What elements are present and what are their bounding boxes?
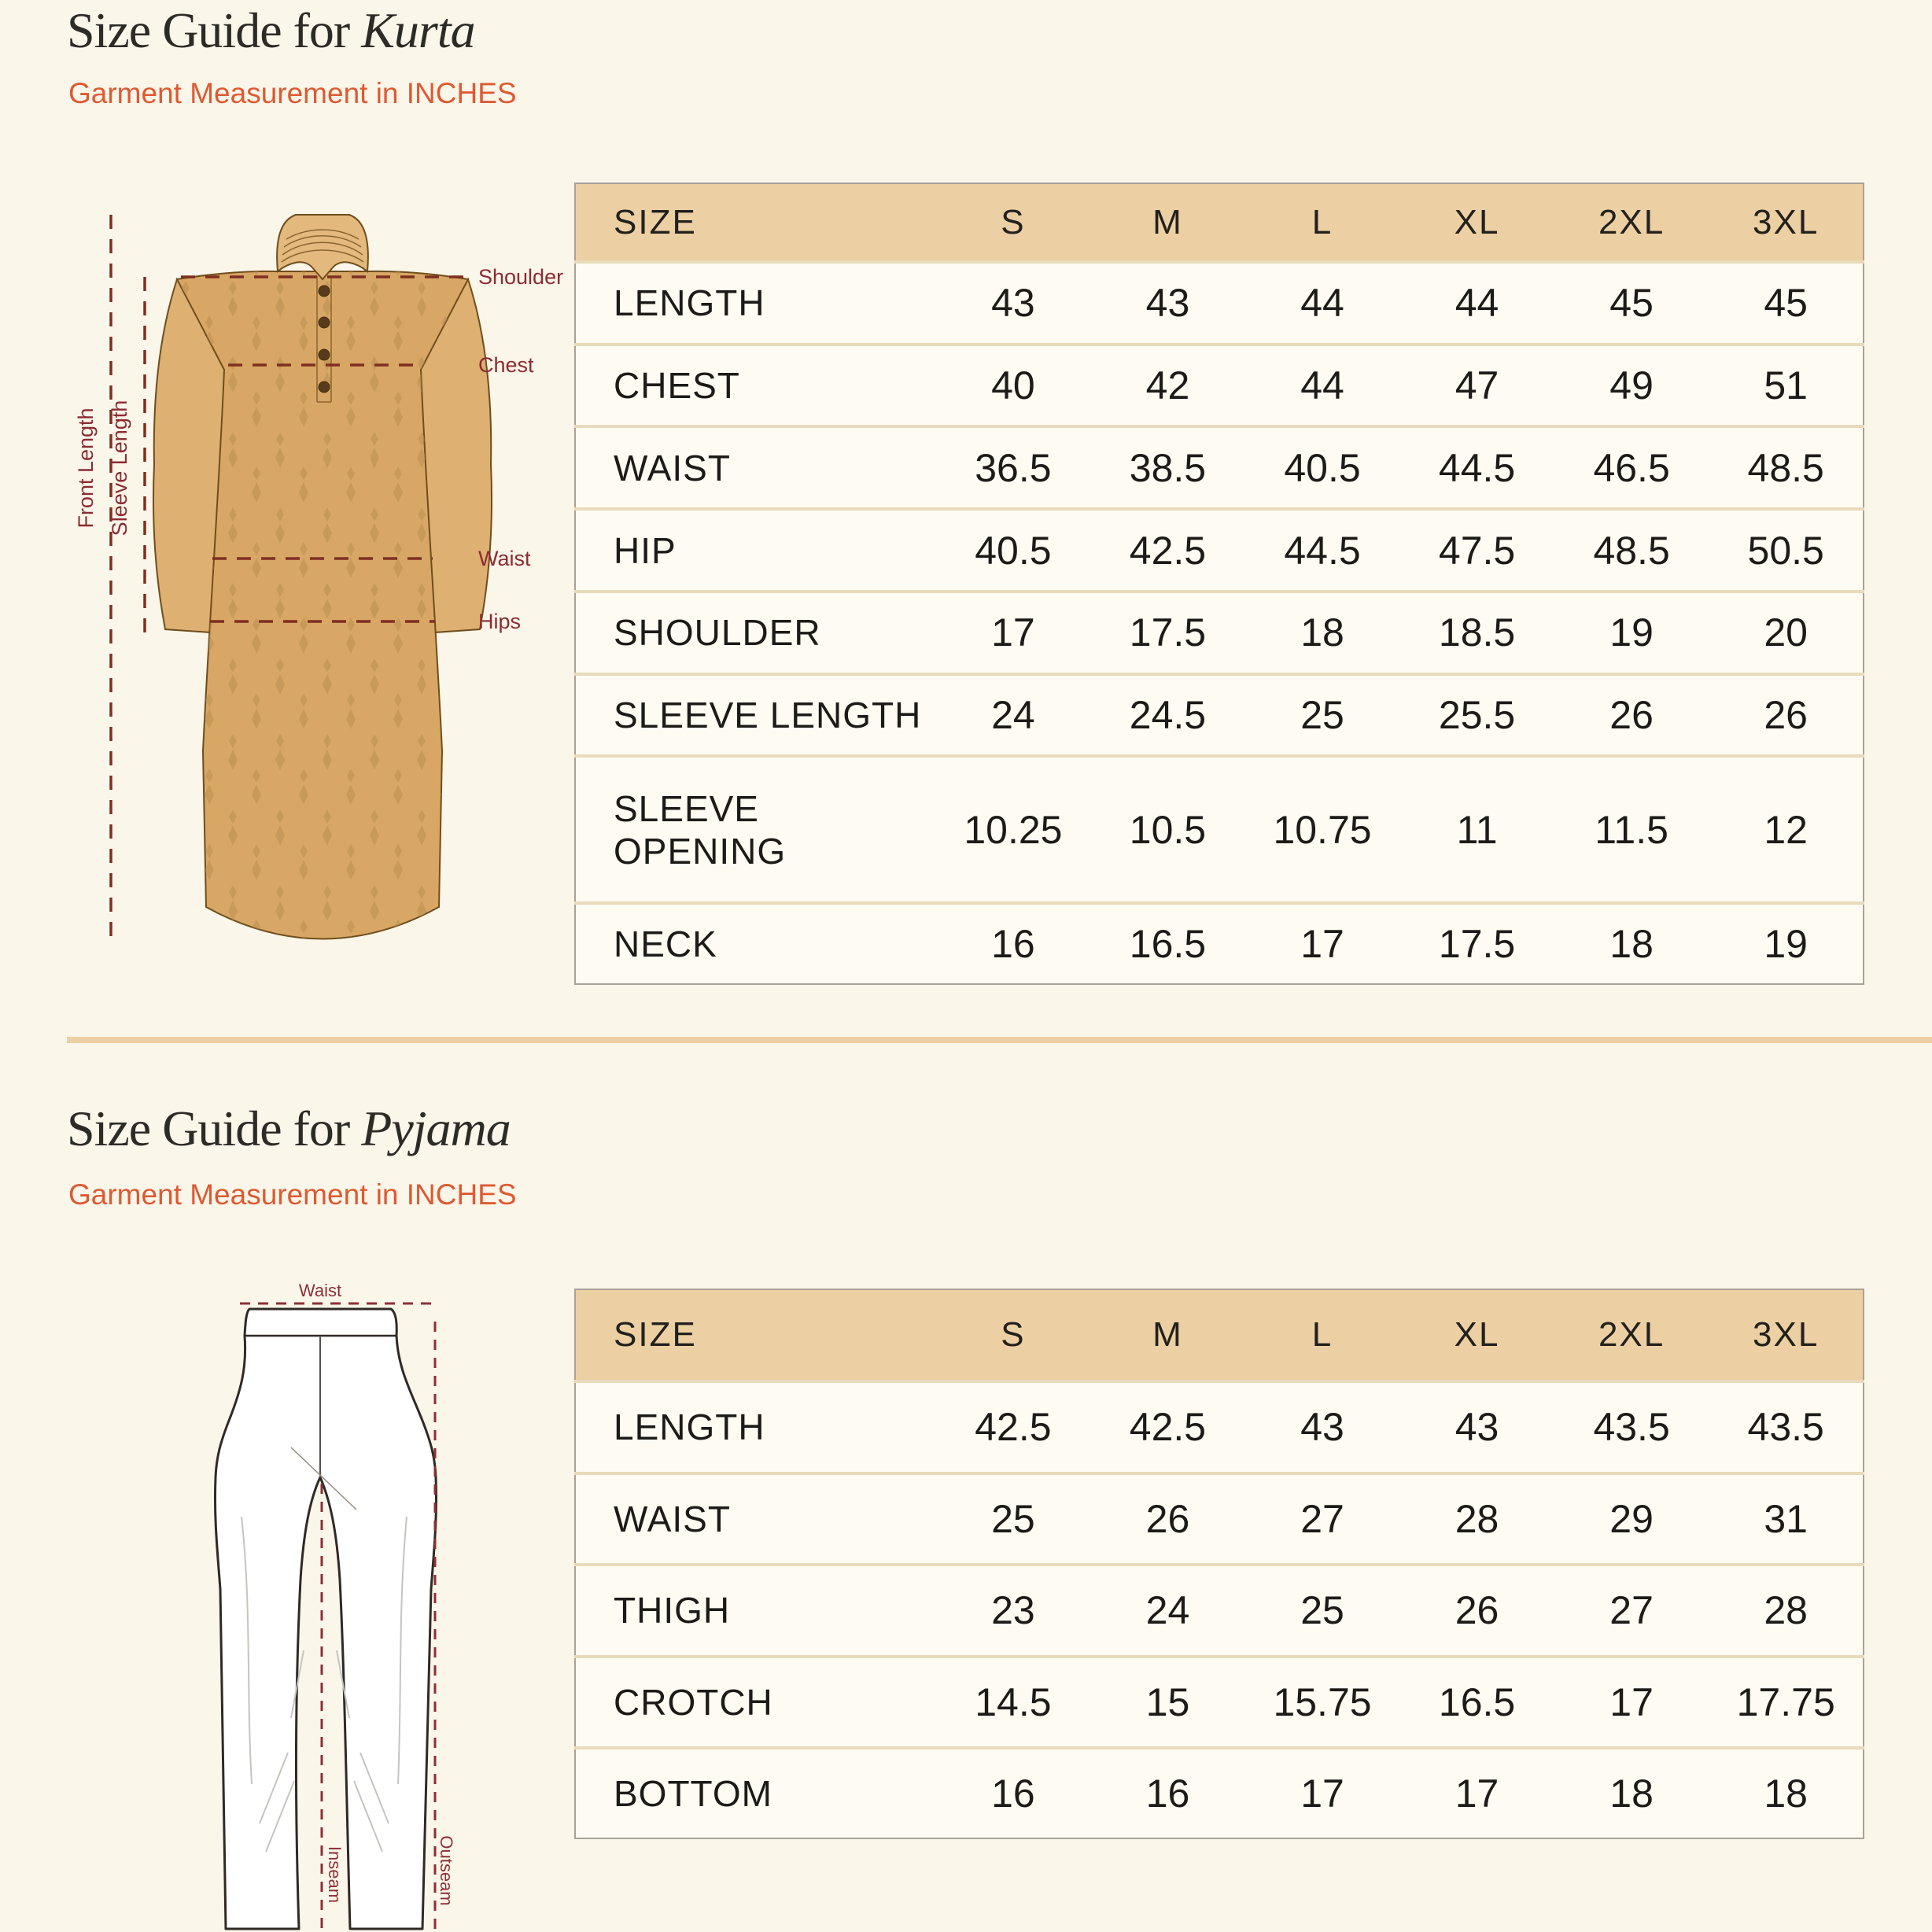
measurement-value: 50.5 <box>1709 509 1864 592</box>
measurement-label: HIP <box>575 509 936 592</box>
measurement-value: 26 <box>1709 674 1864 757</box>
measurement-value: 48.5 <box>1554 509 1709 592</box>
measurement-value: 28 <box>1709 1565 1864 1657</box>
measurement-value: 18.5 <box>1399 592 1554 674</box>
column-header: 3XL <box>1709 183 1864 262</box>
measurement-value: 16 <box>936 1748 1091 1838</box>
measurement-value: 43 <box>1245 1381 1400 1473</box>
column-header: M <box>1090 1289 1245 1381</box>
measurement-value: 24 <box>936 674 1091 757</box>
measurement-value: 44 <box>1245 262 1400 345</box>
measurement-value: 44.5 <box>1245 509 1400 592</box>
header-row <box>575 1289 1864 1381</box>
measurement-value: 43 <box>1090 262 1245 345</box>
column-header: L <box>1245 1289 1400 1381</box>
measurement-value: 26 <box>1554 674 1709 757</box>
pyjama-section-title <box>67 1100 511 1158</box>
measurement-value: 10.5 <box>1090 756 1245 903</box>
column-header: S <box>936 183 1091 262</box>
measurement-value: 15 <box>1090 1657 1245 1749</box>
pyjama-title-prefix: Size Guide for <box>67 1101 362 1156</box>
measurement-label: CHEST <box>575 345 936 427</box>
measurement-value: 17 <box>1399 1748 1554 1838</box>
measurement-value: 51 <box>1709 345 1864 427</box>
measurement-value: 18 <box>1245 592 1400 674</box>
measurement-value: 40.5 <box>936 509 1091 592</box>
measurement-value: 31 <box>1709 1473 1864 1565</box>
size-column-header: SIZE <box>575 1289 936 1381</box>
measurement-label: BOTTOM <box>575 1748 936 1838</box>
kurta-section-title <box>67 2 475 60</box>
front-length-label: Front Length <box>74 407 98 529</box>
measurement-value: 26 <box>1090 1473 1245 1565</box>
column-header: XL <box>1399 1289 1554 1381</box>
measurement-value: 17.5 <box>1399 903 1554 984</box>
kurta-title-garment: Kurta <box>361 2 475 58</box>
measurement-value: 45 <box>1554 262 1709 345</box>
measurement-value: 47 <box>1399 345 1554 427</box>
measurement-value: 11 <box>1399 756 1554 903</box>
measurement-value: 42.5 <box>936 1381 1091 1473</box>
measurement-value: 16.5 <box>1090 903 1245 984</box>
pyjama-size-table <box>574 1289 1864 1839</box>
measurement-label: SLEEVE LENGTH <box>575 674 936 757</box>
measurement-row <box>575 903 1864 984</box>
measurement-value: 27 <box>1245 1473 1400 1565</box>
measurement-value: 17 <box>1245 1748 1400 1838</box>
pyjama-title-garment: Pyjama <box>361 1101 511 1156</box>
measurement-row <box>575 1473 1864 1565</box>
measurement-label: WAIST <box>575 426 936 509</box>
measurement-value: 17 <box>1554 1657 1709 1749</box>
measurement-label: SLEEVE OPENING <box>575 756 936 903</box>
measurement-value: 23 <box>936 1565 1091 1657</box>
measurement-value: 11.5 <box>1554 756 1709 903</box>
header-row <box>575 183 1864 262</box>
kurta-collar <box>277 215 368 279</box>
pyjama-size <box>574 1289 1864 1839</box>
measurement-value: 44 <box>1399 262 1554 345</box>
measurement-row <box>575 1381 1864 1473</box>
measurement-row <box>575 509 1864 592</box>
measurement-label: LENGTH <box>575 262 936 345</box>
measurement-value: 49 <box>1554 345 1709 427</box>
measurement-label: SHOULDER <box>575 592 936 674</box>
measurement-row <box>575 674 1864 757</box>
measurement-row <box>575 1748 1864 1838</box>
measurement-value: 43 <box>936 262 1091 345</box>
measurement-value: 17 <box>1245 903 1400 984</box>
measurement-value: 10.75 <box>1245 756 1400 903</box>
measurement-value: 16.5 <box>1399 1657 1554 1749</box>
measurement-value: 16 <box>936 903 1091 984</box>
measurement-value: 36.5 <box>936 426 1091 509</box>
measurement-value: 40 <box>936 345 1091 427</box>
measurement-value: 43.5 <box>1554 1381 1709 1473</box>
kurta-illustration <box>63 201 598 979</box>
measurement-label: CROTCH <box>575 1657 936 1749</box>
measurement-row <box>575 756 1864 903</box>
kurta-size-table <box>574 183 1864 985</box>
measurement-value: 25 <box>936 1473 1091 1565</box>
measurement-value: 20 <box>1709 592 1864 674</box>
measurement-value: 28 <box>1399 1473 1554 1565</box>
measurement-value: 44 <box>1245 345 1400 427</box>
measurement-value: 43 <box>1399 1381 1554 1473</box>
measurement-value: 18 <box>1709 1748 1864 1838</box>
measurement-value: 19 <box>1554 592 1709 674</box>
measurement-value: 16 <box>1090 1748 1245 1838</box>
measurement-value: 14.5 <box>936 1657 1091 1749</box>
outseam-label: Outseam <box>437 1835 456 1906</box>
section-divider <box>67 1037 1932 1043</box>
measurement-value: 24.5 <box>1090 674 1245 757</box>
measurement-value: 46.5 <box>1554 426 1709 509</box>
measurement-value: 25 <box>1245 1565 1400 1657</box>
kurta-size <box>574 183 1864 985</box>
kurta-section-subtitle: Garment Measurement in INCHES <box>68 77 517 109</box>
measurement-row <box>575 1565 1864 1657</box>
measurement-value: 17.75 <box>1709 1657 1864 1749</box>
measurement-value: 25 <box>1245 674 1400 757</box>
column-header: 3XL <box>1709 1289 1864 1381</box>
measurement-row <box>575 1657 1864 1749</box>
measurement-value: 43.5 <box>1709 1381 1864 1473</box>
measurement-value: 29 <box>1554 1473 1709 1565</box>
measurement-value: 42.5 <box>1090 1381 1245 1473</box>
measurement-label: THIGH <box>575 1565 936 1657</box>
measurement-value: 24 <box>1090 1565 1245 1657</box>
pyjama-illustration <box>134 1281 543 1932</box>
measurement-value: 26 <box>1399 1565 1554 1657</box>
sleeve-length-label: Sleeve Length <box>108 400 131 536</box>
column-header: 2XL <box>1554 1289 1709 1381</box>
column-header: 2XL <box>1554 183 1709 262</box>
pyjama-waist-label: Waist <box>298 1281 342 1300</box>
hips-label: Hips <box>478 610 522 633</box>
measurement-value: 17 <box>936 592 1091 674</box>
measurement-value: 12 <box>1709 756 1864 903</box>
measurement-row <box>575 426 1864 509</box>
measurement-value: 44.5 <box>1399 426 1554 509</box>
measurement-value: 17.5 <box>1090 592 1245 674</box>
chest-label: Chest <box>478 353 534 377</box>
measurement-label: NECK <box>575 903 936 984</box>
measurement-value: 42 <box>1090 345 1245 427</box>
measurement-value: 10.25 <box>936 756 1091 903</box>
measurement-label: LENGTH <box>575 1381 936 1473</box>
measurement-value: 15.75 <box>1245 1657 1400 1749</box>
measurement-value: 25.5 <box>1399 674 1554 757</box>
size-column-header: SIZE <box>575 183 936 262</box>
column-header: M <box>1090 183 1245 262</box>
waist-label: Waist <box>478 547 531 570</box>
measurement-value: 27 <box>1554 1565 1709 1657</box>
column-header: S <box>936 1289 1091 1381</box>
measurement-value: 38.5 <box>1090 426 1245 509</box>
measurement-value: 19 <box>1709 903 1864 984</box>
measurement-row <box>575 592 1864 674</box>
column-header: XL <box>1399 183 1554 262</box>
measurement-value: 18 <box>1554 1748 1709 1838</box>
column-header: L <box>1245 183 1400 262</box>
inseam-label: Inseam <box>325 1845 345 1904</box>
measurement-row <box>575 262 1864 345</box>
measurement-value: 18 <box>1554 903 1709 984</box>
measurement-label: WAIST <box>575 1473 936 1565</box>
measurement-value: 42.5 <box>1090 509 1245 592</box>
shoulder-label: Shoulder <box>478 265 564 289</box>
measurement-row <box>575 345 1864 427</box>
measurement-value: 45 <box>1709 262 1864 345</box>
kurta-title-prefix: Size Guide for <box>67 2 362 58</box>
pyjama-section-subtitle: Garment Measurement in INCHES <box>68 1178 517 1211</box>
measurement-value: 40.5 <box>1245 426 1400 509</box>
measurement-value: 47.5 <box>1399 509 1554 592</box>
measurement-value: 48.5 <box>1709 426 1864 509</box>
